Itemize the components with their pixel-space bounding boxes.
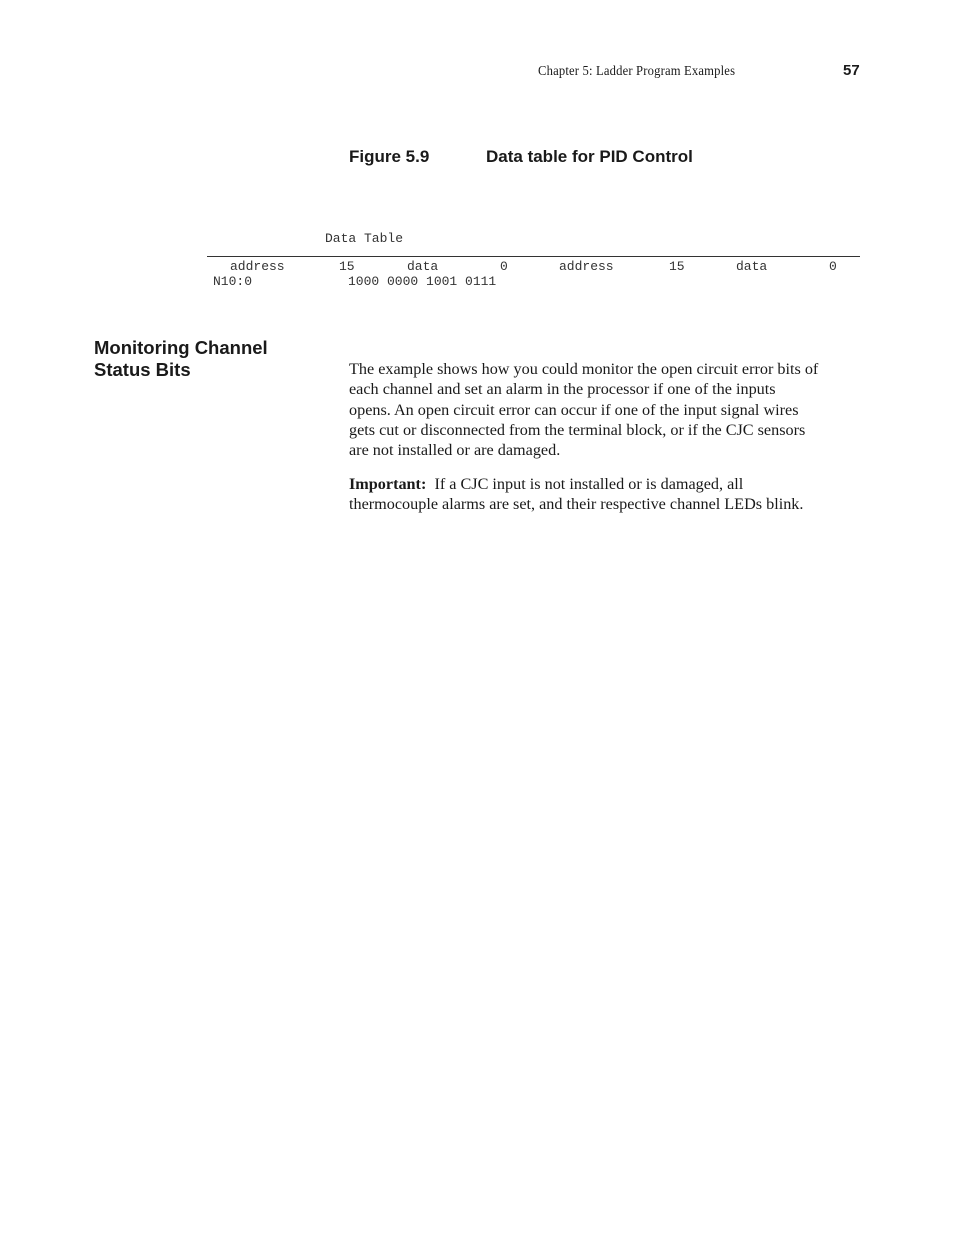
column-header-bit-15-2: 15 [669, 259, 685, 274]
paragraph-line: The example shows how you could monitor the open circuit error bits of [349, 360, 819, 378]
column-header-data: data [407, 259, 439, 274]
figure-title: Data table for PID Control [486, 147, 693, 166]
important-text: If a CJC input is not installed or is damaged, all [434, 475, 744, 493]
section-heading-line-2: Status Bits [94, 359, 191, 380]
column-header-data-2: data [736, 259, 768, 274]
page-number: 57 [843, 62, 860, 79]
paragraph-line: are not installed or are damaged. [349, 441, 561, 460]
row-address: N10:0 [213, 274, 253, 289]
paragraph-line [349, 474, 864, 494]
row-data-value: 1000 0000 1001 0111 [348, 274, 497, 289]
important-label: Important: [349, 475, 427, 493]
section-heading [94, 337, 268, 381]
paragraph-intro [349, 359, 864, 460]
figure-number: Figure 5.9 [349, 147, 430, 166]
column-header-address-2: address [559, 259, 614, 274]
paragraph-line: thermocouple alarms are set, and their respective channel LEDs blink. [349, 495, 804, 514]
running-head: Chapter 5: Ladder Program Examples [538, 64, 736, 79]
paragraph-line: each channel and set an alarm in the processor if one of the inputs [349, 380, 776, 399]
paragraph-important [349, 474, 864, 515]
column-header-address: address [230, 259, 285, 274]
paragraph-line: opens. An open circuit error can occur if one of the input signal wires [349, 400, 799, 419]
data-table-rule [207, 256, 860, 257]
column-header-bit-0: 0 [500, 259, 508, 274]
section-heading-line-1: Monitoring Channel [94, 337, 268, 358]
data-table-title: Data Table [325, 231, 404, 246]
column-header-bit-0-2: 0 [829, 259, 837, 274]
column-header-bit-15: 15 [339, 259, 355, 274]
figure-caption [349, 147, 693, 167]
paragraph-line: gets cut or disconnected from the terminal block, or if the CJC sensors [349, 420, 806, 439]
